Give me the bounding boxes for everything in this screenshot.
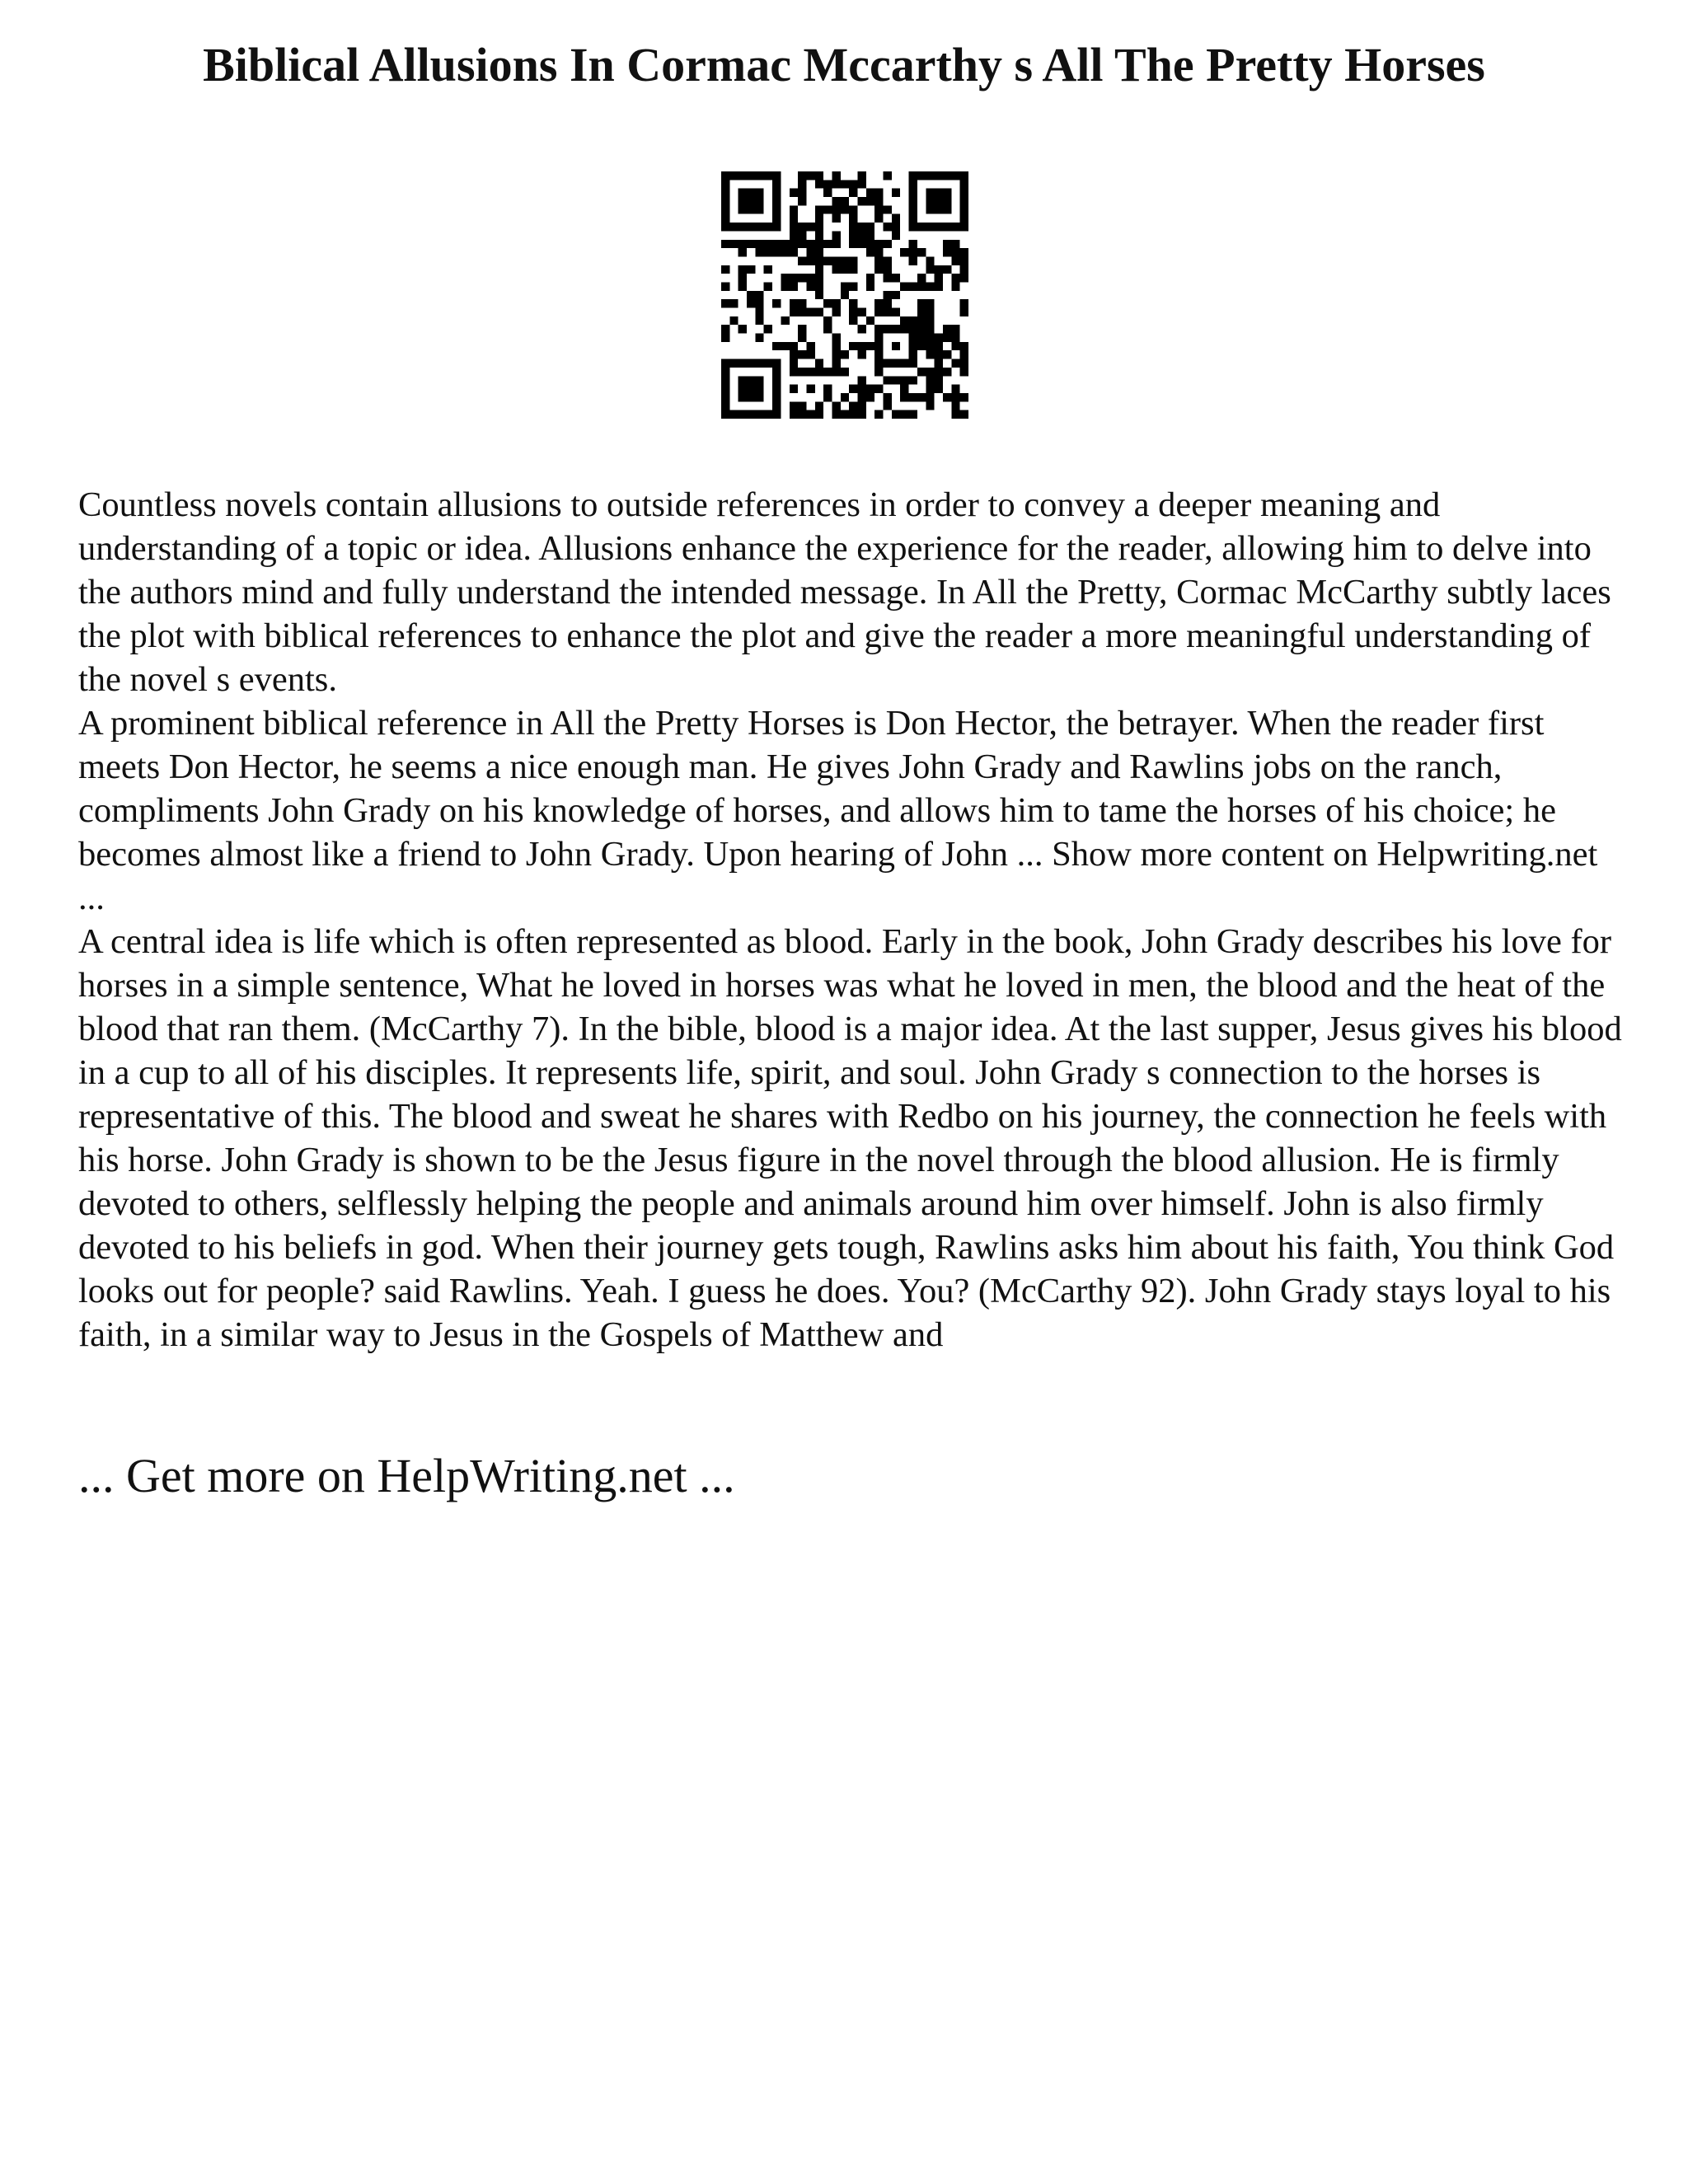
qr-code-icon[interactable]	[721, 171, 968, 419]
paragraph-blood-allusion: A central idea is life which is often represented as blood. Early in the book, John Grady describes his love for horses in a simple sentence, What he loved in horses was what he loved in men, the blood and the heat of the blood that ran them. (McCarthy 7). In the bible, blood is a major idea. At the last supper, Jesus gives his blood in a cup to all of his disciples. It represents life, spirit, and soul. John Grady s connection to the horses is representative of this. The blood and sweat he shares with Redbo on his journey, the connection he feels with his horse. John Grady is shown to be the Jesus figure in the novel through the blood allusion. He is firmly devoted to others, selflessly helping the people and animals around him over himself. John is also firmly devoted to his beliefs in god. When their journey gets tough, Rawlins asks him about his faith, You think God looks out for people? said Rawlins. Yeah. I guess he does. You? (McCarthy 92). John Grady stays loyal to his faith, in a similar way to Jesus in the Gospels of Matthew and	[78, 922, 1622, 1354]
get-more-link[interactable]: ... Get more on HelpWriting.net ...	[78, 1449, 735, 1502]
paragraph-don-hector: A prominent biblical reference in All the Pretty Horses is Don Hector, the betrayer. When the reader first meets Don Hector, he seems a nice enough man. He gives John Grady and Rawlins jobs on the ranch, compliments John Grady on his knowledge of horses, and allows him to tame the horses of his choice; he becomes almost like a friend to John Grady. Upon hearing of John ... Show more content on Helpwriting.net ...	[78, 704, 1598, 917]
article-body	[78, 483, 1628, 1357]
document-title: Biblical Allusions In Cormac Mccarthy s All The Pretty Horses	[203, 38, 1485, 91]
paragraph-intro: Countless novels contain allusions to outside references in order to convey a deeper meaning and understanding of a topic or idea. Allusions enhance the experience for the reader, allowing him to delve into the authors mind and fully understand the intended message. In All the Pretty, Cormac McCarthy subtly laces the plot with biblical references to enhance the plot and give the reader a more meaningful understanding of the novel s events.	[78, 485, 1611, 699]
